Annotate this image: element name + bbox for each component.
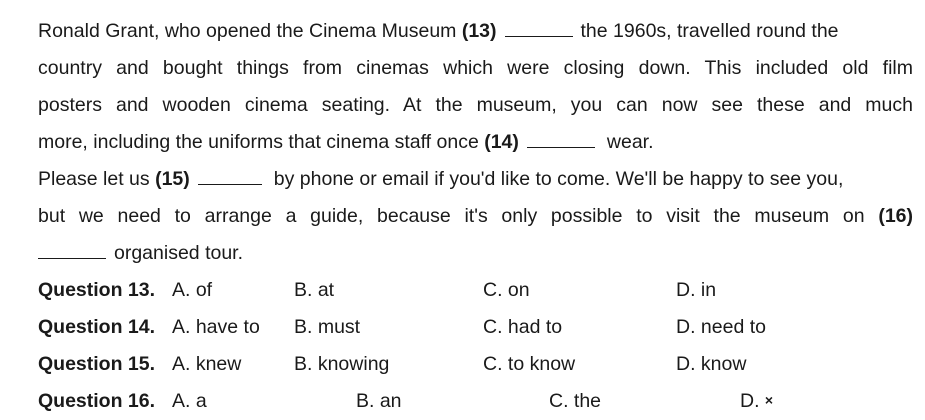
gap-number-15: (15) xyxy=(155,168,190,190)
passage-line-4 xyxy=(38,131,654,154)
option-d-label: D. xyxy=(740,390,760,412)
passage-line-7 xyxy=(38,242,243,265)
gap-15-blank[interactable] xyxy=(198,168,262,185)
passage-text: by phone or email if you'd like to come. We'll be happy to see you, xyxy=(273,168,844,190)
passage-text: organised tour. xyxy=(114,242,244,264)
passage-line-1 xyxy=(38,20,839,43)
option-b[interactable]: B. must xyxy=(294,316,361,338)
option-b[interactable]: B. at xyxy=(294,279,335,301)
passage-line-3: posters and wooden cinema seating. At the museum, you can now see these and much xyxy=(38,94,913,116)
question-label: Question 16. xyxy=(38,390,156,412)
passage-text: wear. xyxy=(606,131,654,153)
option-d[interactable] xyxy=(740,390,773,413)
option-c[interactable]: C. the xyxy=(549,390,602,412)
passage-line-5 xyxy=(38,168,843,191)
passage-text: more, including the uniforms that cinema staff once xyxy=(38,131,479,153)
gap-number-13: (13) xyxy=(461,20,497,42)
option-d[interactable]: D. in xyxy=(676,279,717,301)
option-c[interactable]: C. on xyxy=(483,279,530,301)
option-b[interactable]: B. an xyxy=(356,390,402,412)
option-a[interactable]: A. knew xyxy=(172,353,242,375)
gap-13-blank[interactable] xyxy=(505,20,573,37)
option-d[interactable]: D. need to xyxy=(676,316,766,338)
option-d[interactable]: D. know xyxy=(676,353,747,375)
question-label: Question 15. xyxy=(38,353,156,375)
option-a[interactable]: A. a xyxy=(172,390,207,412)
option-a[interactable]: A. of xyxy=(172,279,213,301)
gap-number-14: (14) xyxy=(484,131,519,153)
question-label: Question 14. xyxy=(38,316,156,338)
gap-number-16: (16) xyxy=(878,205,914,227)
option-a[interactable]: A. have to xyxy=(172,316,260,338)
passage-text: Please let us xyxy=(38,168,150,190)
option-b[interactable]: B. knowing xyxy=(294,353,390,375)
cross-mark-icon: × xyxy=(764,392,774,408)
passage-text: Ronald Grant, who opened the Cinema Museum xyxy=(38,20,457,42)
passage-line-2: country and bought things from cinemas which were closing down. This included old film xyxy=(38,57,913,79)
gap-16-blank[interactable] xyxy=(38,242,106,259)
option-c[interactable]: C. to know xyxy=(483,353,576,375)
question-label: Question 13. xyxy=(38,279,156,301)
gap-14-blank[interactable] xyxy=(527,131,595,148)
passage-line-6 xyxy=(38,205,913,228)
passage-text: but we need to arrange a guide, because it's only possible to visit the museum on xyxy=(38,205,865,227)
option-c[interactable]: C. had to xyxy=(483,316,563,338)
passage-text: the 1960s, travelled round the xyxy=(580,20,839,42)
